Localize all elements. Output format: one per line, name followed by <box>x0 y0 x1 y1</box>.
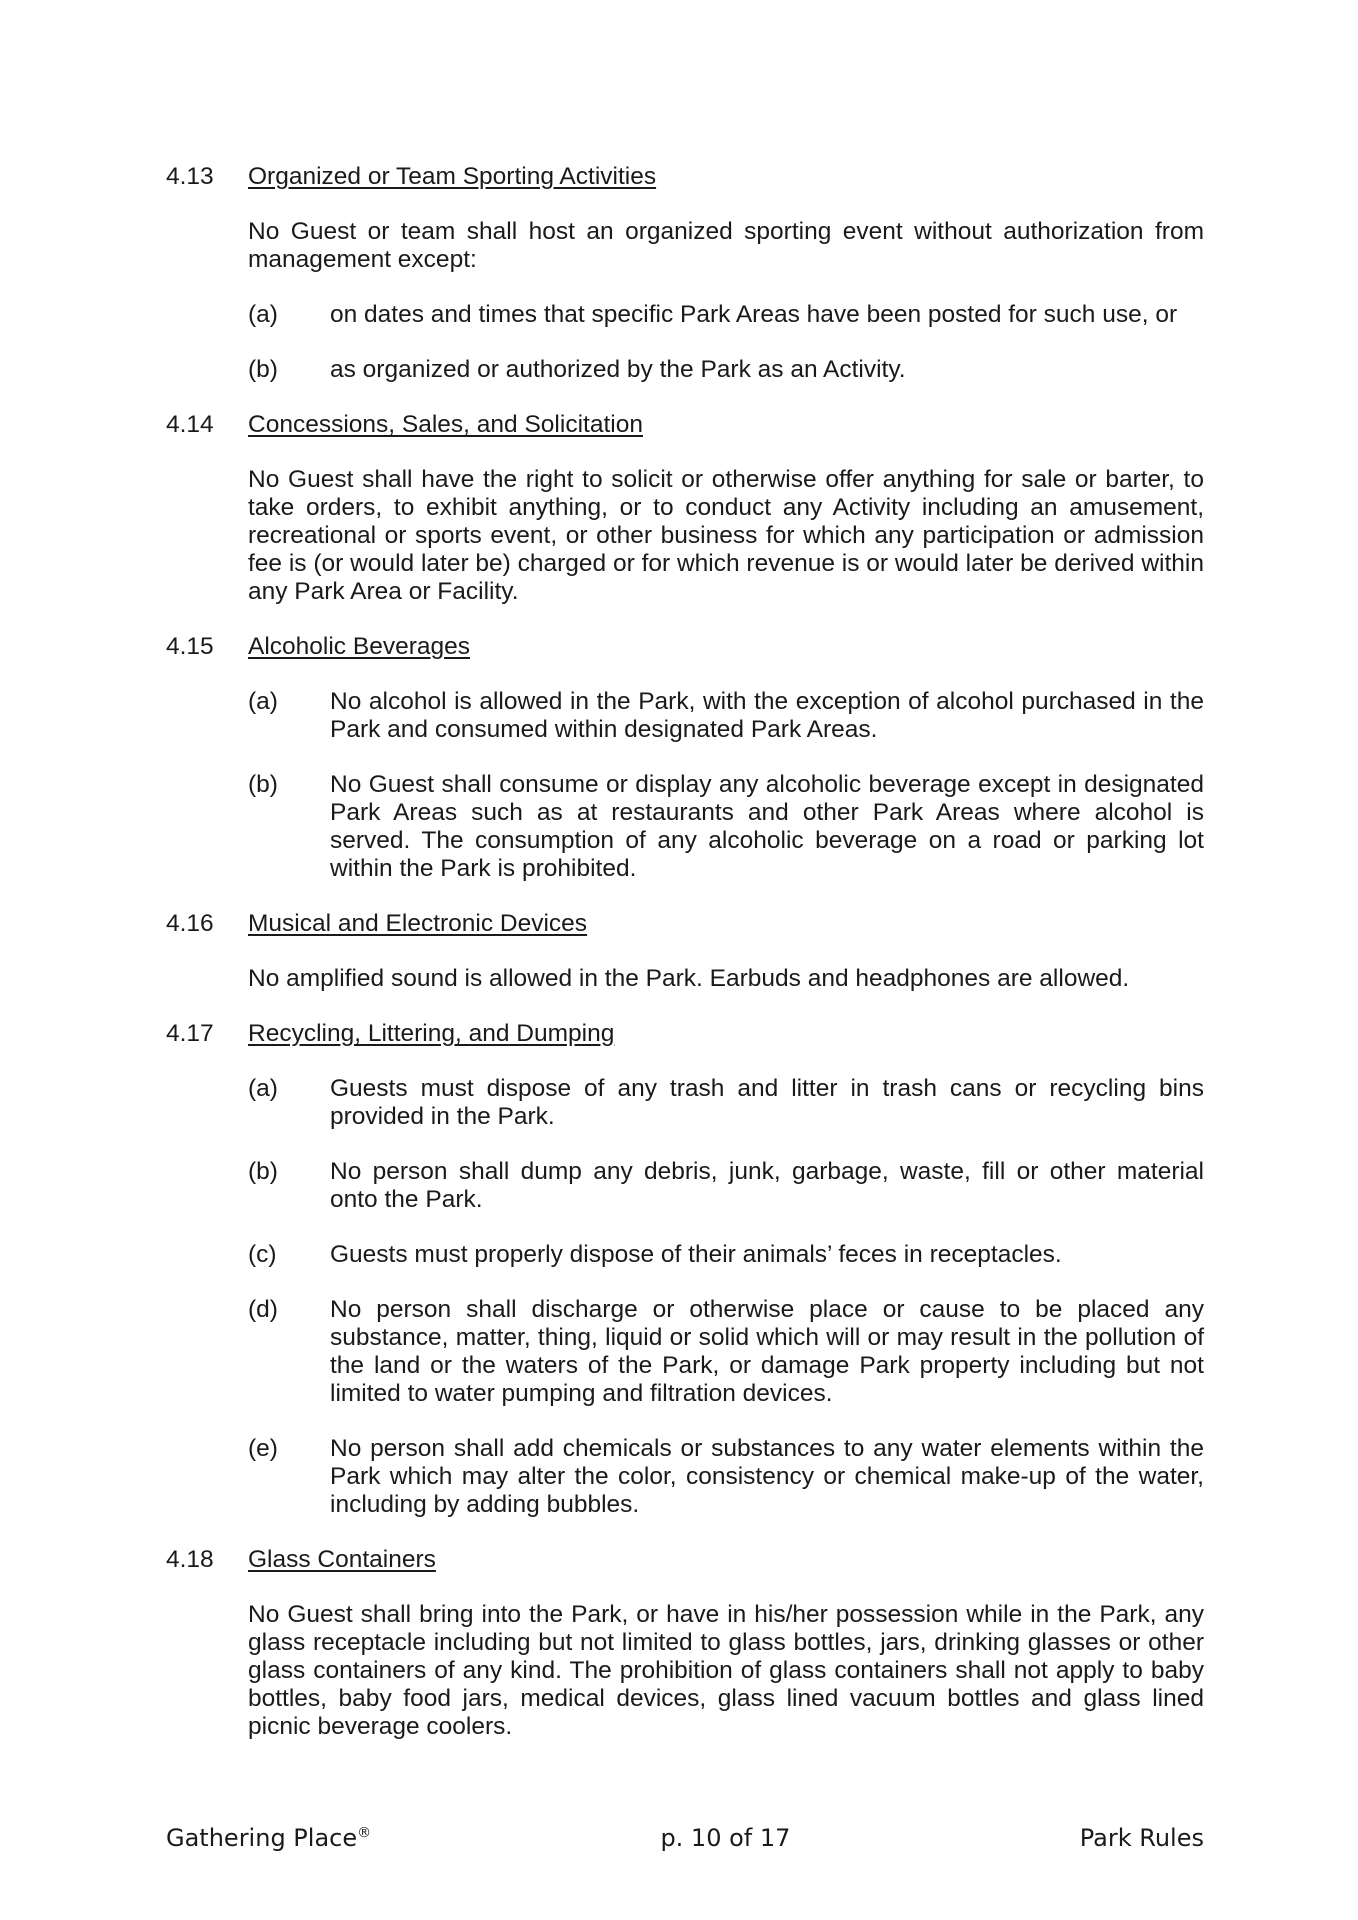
section-number: 4.15 <box>166 633 214 660</box>
page-content <box>166 163 1204 1768</box>
section-heading <box>166 163 1204 191</box>
item-label: (a) <box>248 688 278 715</box>
section-4-14 <box>166 411 1204 606</box>
item-text: Guests must dispose of any trash and litter in trash cans or recycling bins provided in the Park. <box>330 1075 1204 1130</box>
item-text: as organized or authorized by the Park as an Activity. <box>330 356 906 383</box>
section-title: Glass Containers <box>248 1546 436 1573</box>
item-label: (e) <box>248 1435 278 1462</box>
section-4-18 <box>166 1546 1204 1741</box>
list-item <box>248 688 1204 744</box>
section-paragraph: No Guest shall have the right to solicit or otherwise offer anything for sale or barter, to take orders, to exhibit anything, or to conduct any Activity including an amusement, recreational or sports event, or other business for which any participation or admission fee is (or would later be) charged or for which revenue is or would later be derived within any Park Area or Facility. <box>248 466 1204 605</box>
item-label: (b) <box>248 1158 278 1185</box>
section-4-15 <box>166 633 1204 883</box>
list-item <box>248 1435 1204 1519</box>
item-label: (a) <box>248 301 278 328</box>
section-4-16 <box>166 910 1204 993</box>
section-heading <box>166 633 1204 661</box>
item-label: (a) <box>248 1075 278 1102</box>
section-paragraph: No Guest shall bring into the Park, or have in his/her possession while in the Park, any glass receptacle including but not limited to glass bottles, jars, drinking glasses or other glass containers of any kind. The prohibition of glass containers shall not apply to baby bottles, baby food jars, medical devices, glass lined vacuum bottles and glass lined picnic beverage coolers. <box>248 1601 1204 1740</box>
item-text: on dates and times that specific Park Areas have been posted for such use, or <box>330 301 1178 328</box>
section-title: Recycling, Littering, and Dumping <box>248 1020 615 1047</box>
item-label: (b) <box>248 771 278 798</box>
list-item <box>248 1241 1204 1269</box>
list-item <box>248 356 1204 384</box>
section-4-17 <box>166 1020 1204 1519</box>
section-title: Organized or Team Sporting Activities <box>248 163 657 190</box>
item-label: (b) <box>248 356 278 383</box>
footer-left <box>166 1824 371 1852</box>
item-text: No person shall add chemicals or substances to any water elements within the Park which may alter the color, consistency or chemical make-up of the water, including by adding bubbles. <box>330 1435 1204 1518</box>
section-number: 4.18 <box>166 1546 214 1573</box>
section-heading <box>166 1020 1204 1048</box>
item-text: No person shall dump any debris, junk, garbage, waste, fill or other material onto the Park. <box>330 1158 1204 1213</box>
section-paragraph: No amplified sound is allowed in the Park. Earbuds and headphones are allowed. <box>248 965 1130 992</box>
section-title: Musical and Electronic Devices <box>248 910 588 937</box>
item-text: No Guest shall consume or display any alcoholic beverage except in designated Park Areas such as at restaurants and other Park Areas where alcohol is served. The consumption of any alcoholic beverage on a road or parking lot within the Park is prohibited. <box>330 771 1204 882</box>
list-item <box>248 771 1204 883</box>
page-footer <box>166 1824 1204 1852</box>
footer-page-number: p. 10 of 17 <box>660 1824 791 1852</box>
section-number: 4.17 <box>166 1020 214 1047</box>
section-title: Alcoholic Beverages <box>248 633 470 660</box>
section-number: 4.16 <box>166 910 214 937</box>
section-paragraph: No Guest or team shall host an organized sporting event without authorization from management except: <box>248 218 1204 273</box>
item-text: No person shall discharge or otherwise place or cause to be placed any substance, matter, thing, liquid or solid which will or may result in the pollution of the land or the waters of the Park, or damage Park property including but not limited to water pumping and filtration devices. <box>330 1296 1204 1407</box>
item-label: (d) <box>248 1296 278 1323</box>
footer-organization: Gathering Place <box>166 1824 358 1852</box>
list-item <box>248 1158 1204 1214</box>
item-label: (c) <box>248 1241 277 1268</box>
section-number: 4.14 <box>166 411 214 438</box>
item-text: No alcohol is allowed in the Park, with the exception of alcohol purchased in the Park and consumed within designated Park Areas. <box>330 688 1204 743</box>
footer-document-title: Park Rules <box>1079 1824 1204 1852</box>
list-item <box>248 1075 1204 1131</box>
section-heading <box>166 411 1204 439</box>
registered-mark: ® <box>357 1825 372 1841</box>
list-item <box>248 301 1204 329</box>
section-4-13 <box>166 163 1204 384</box>
section-heading <box>166 1546 1204 1574</box>
item-text: Guests must properly dispose of their animals’ feces in receptacles. <box>330 1241 1062 1268</box>
section-number: 4.13 <box>166 163 214 190</box>
list-item <box>248 1296 1204 1408</box>
section-heading <box>166 910 1204 938</box>
section-title: Concessions, Sales, and Solicitation <box>248 411 643 438</box>
